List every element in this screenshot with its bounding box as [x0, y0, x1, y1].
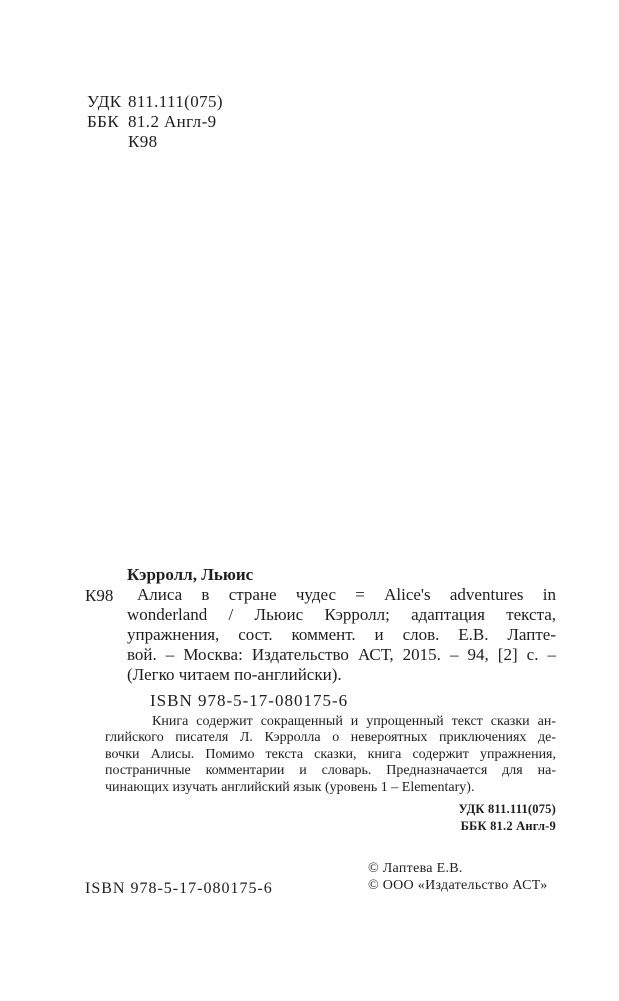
- author-sign-spacer: [87, 132, 128, 152]
- annotation-line: чинающих изучать английский язык (уровень 1 – Elementary).: [105, 779, 475, 795]
- catalog-line: wonderland / Льюис Кэрролл; адаптация текста,: [127, 605, 556, 624]
- classification-block-right: [458, 801, 556, 835]
- annotation-line: постраничные комментарии и словарь. Предназначается для на-: [105, 763, 556, 779]
- udk-right: УДК 811.111(075): [458, 802, 556, 816]
- catalog-author-heading: Кэрролл, Льюис: [127, 565, 254, 584]
- udk-row: [87, 92, 223, 112]
- annotation-paragraph: [105, 714, 556, 796]
- copyright-block: [368, 861, 548, 894]
- annotation-line: вочки Алисы. Помимо текста сказки, книга содержит упражнения,: [105, 746, 556, 762]
- bbk-row: [87, 112, 223, 132]
- catalog-author-sign: К98: [85, 586, 114, 605]
- isbn-catalog: ISBN 978-5-17-080175-6: [150, 691, 349, 710]
- udk-value: 811.111(075): [128, 92, 223, 111]
- copyright-author: © Лаптева Е.В.: [368, 861, 463, 876]
- annotation-line: глийского писателя Л. Кэрролла о невероятных приключениях де-: [105, 730, 556, 746]
- bbk-value: 81.2 Англ-9: [128, 112, 217, 131]
- catalog-line: вой. – Москва: Издательство АСТ, 2015. – 94, [2] с. –: [127, 645, 556, 664]
- udk-label: УДК: [87, 92, 122, 111]
- bbk-right: ББК 81.2 Англ-9: [460, 819, 556, 833]
- catalog-line: упражнения, сост. коммент. и слов. Е.В. Лапте-: [127, 625, 556, 644]
- author-sign-value: К98: [128, 132, 158, 151]
- bbk-label: ББК: [87, 112, 120, 131]
- catalog-card: [127, 565, 556, 685]
- catalog-line: (Легко читаем по-английски).: [127, 665, 342, 684]
- catalog-line: Алиса в стране чудес = Alice's adventures in: [137, 585, 556, 604]
- copyright-publisher: © ООО «Издательство АСТ»: [368, 877, 548, 893]
- annotation-line: Книга содержит сокращенный и упрощенный текст сказки ан-: [152, 714, 556, 729]
- top-classification-block: [87, 92, 223, 152]
- author-sign-row: [87, 132, 223, 152]
- isbn-footer: ISBN 978-5-17-080175-6: [85, 880, 273, 897]
